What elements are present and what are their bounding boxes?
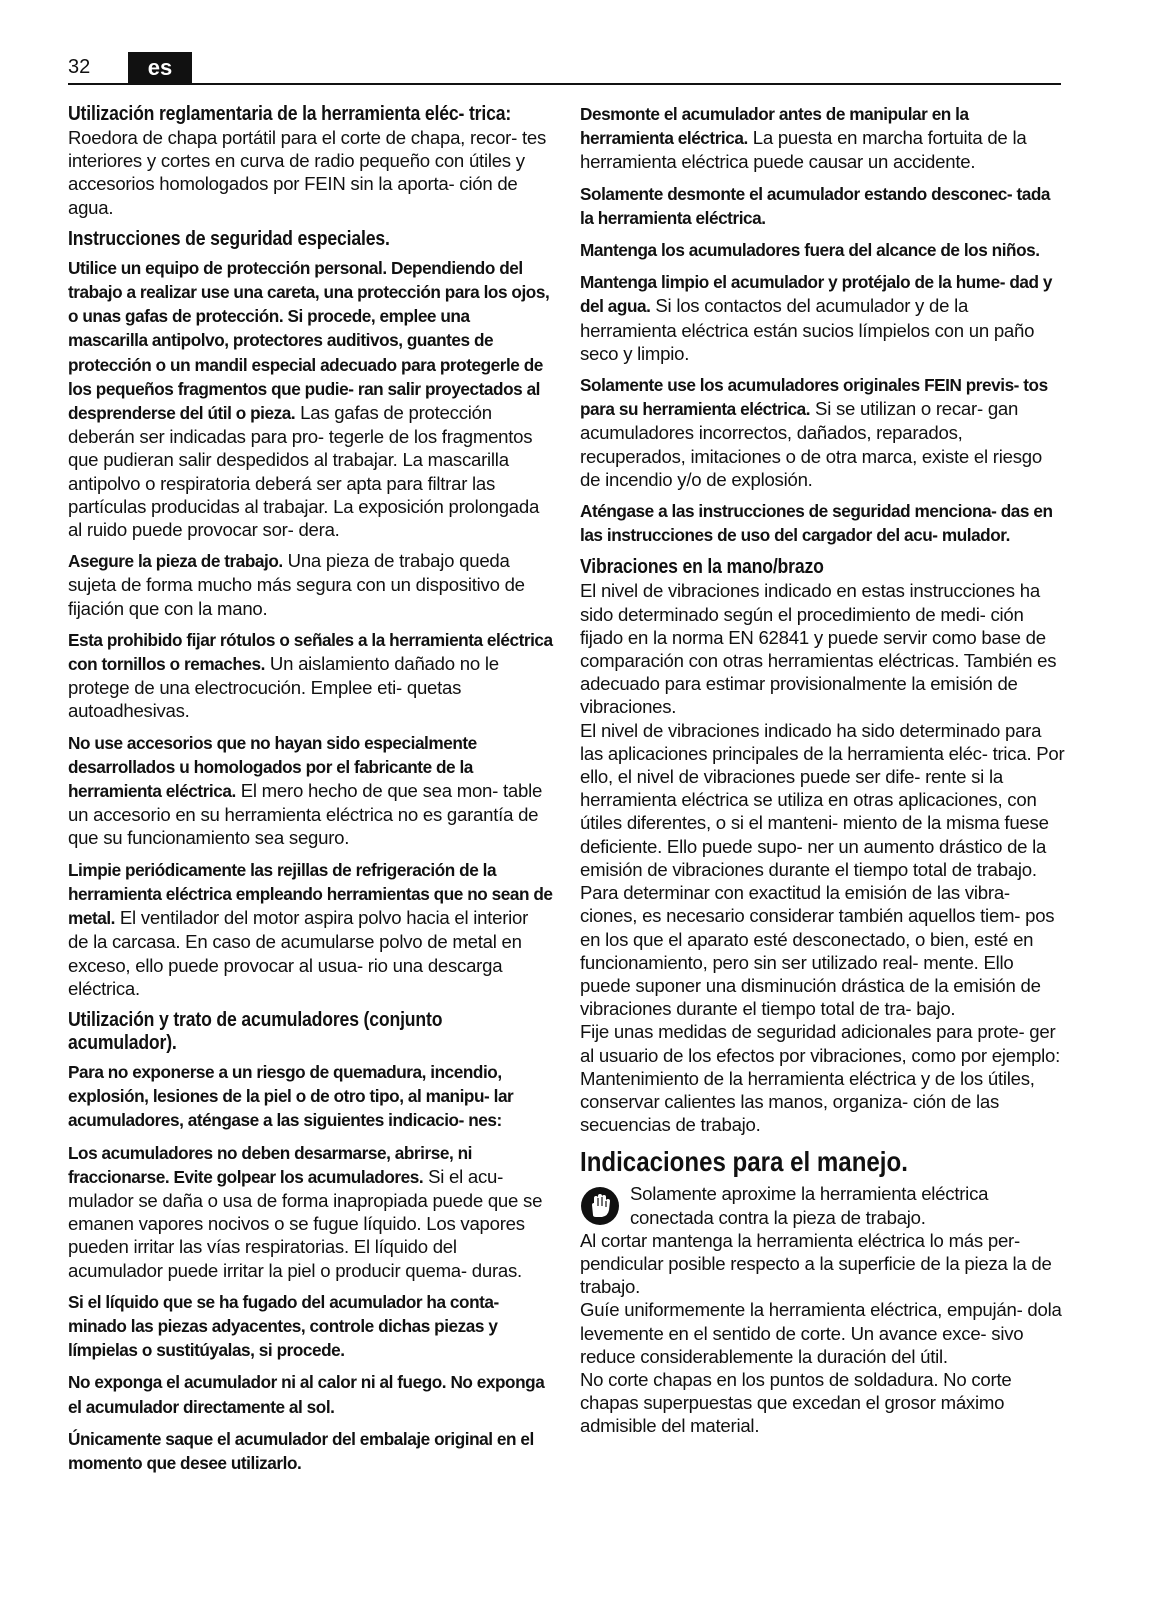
clean-battery-bold: Mantenga limpio el acumulador y protéjalo de la hume- dad y del agua. [580,272,1052,317]
leak-bold: Si el líquido que se ha fugado del acumulador ha conta- minado las piezas adyacentes, controle dichas piezas y límpielas o sustitúyalas, si procede. [68,1291,499,1361]
disassemble-paragraph [68,1141,553,1282]
clean-battery-paragraph [580,270,1065,365]
heading-batteries: Utilización y trato de acumuladores (conjunto acumulador). [68,1007,443,1054]
vents-text: El ventilador del motor aspira polvo hacia el interior de la carcasa. En caso de acumularse polvo de metal en exceso, ello puede provocar al usua- rio una descarga eléctrica. [68,907,529,999]
hand-caution-icon [580,1186,620,1226]
right-column [580,102,1065,1438]
vents-paragraph [68,858,553,1000]
workpiece-paragraph [68,549,553,620]
batteries-intro-bold: Para no exponerse a un riesgo de quemadura, incendio, explosión, lesiones de la piel o de otro tipo, al manipu- lar acumuladores, aténgase a las siguientes indicacio- nes: [68,1061,514,1131]
heading-safety-instructions: Instrucciones de seguridad especiales. [68,226,390,250]
accessories-paragraph [68,731,553,850]
heat-paragraph [68,1370,553,1418]
charger-bold: Aténgase a las instrucciones de seguridad menciona- das en las instrucciones de uso del cargador del acu- mulador. [580,501,1053,546]
workpiece-text: Una pieza de trabajo queda sujeta de forma mucho más segura con un dispositivo de fijación que con la mano. [68,550,525,619]
labels-bold: Esta prohibido fijar rótulos o señales a la herramienta eléctrica con tornillos o remaches. [68,629,553,675]
original-battery-paragraph [580,373,1065,491]
packaging-bold: Únicamente saque el acumulador del embalaje original en el momento que desee utilizarlo. [68,1428,534,1473]
charger-paragraph [580,499,1065,547]
disassemble-text: Si el acu- mulador se daña o usa de forma inapropiada puede que se emanen vapores nocivos o se fugue líquido. Los vapores pueden irritar las vías respiratorias. El líquido del acumulador puede irritar la piel o producir quema- duras. [68,1165,543,1281]
disassemble-bold: Los acumuladores no deben desarmarse, abrirse, ni fraccionarse. Evite golpear los acumuladores. [68,1142,472,1187]
remove-battery-text: La puesta en marcha fortuita de la herramienta eléctrica puede causar un accidente. [580,127,1027,173]
operation-note-text: Solamente aproxime la herramienta eléctrica conectada contra la pieza de trabajo. [630,1183,989,1228]
remove-battery-paragraph [580,102,1065,174]
original-battery-text: Si se utilizan o recar- gan acumuladores incorrectos, dañados, reparados, recuperados, imitaciones o de otra marca, existe el riesgo de incendio y/o de explosión. [580,398,1042,490]
vents-bold: Limpie periódicamente las rejillas de refrigeración de la herramienta eléctrica empleando herramientas que no sean de metal. [68,859,553,929]
vibrations-p2: El nivel de vibraciones indicado ha sido determinado para las aplicaciones principales de la herramienta eléc- trica. Por ello, el nivel de vibraciones puede ser dife- rente si la herramienta eléctrica se utiliza en otras aplicaciones, con útiles diferentes, o si el manteni- miento de la misma fuese deficiente. Ello puede supo- ner un aumento drástico de la emisión de vibraciones durante el tiempo total de trabajo. [580,719,1065,880]
disconnected-bold: Solamente desmonte el acumulador estando desconec- tada la herramienta eléctrica. [580,183,1051,228]
disconnected-paragraph [580,182,1065,230]
operation-p1: Al cortar mantenga la herramienta eléctrica lo más per- pendicular posible respecto a la superficie de la pieza la de trabajo. [580,1229,1052,1298]
heading-intended-use: Utilización reglamentaria de la herramienta eléc- trica: [68,102,512,125]
operation-p2: Guíe uniformemente la herramienta eléctrica, empuján- dola levemente en el sentido de corte. Un avance exce- sivo reduce considerablemente la duración del útil. [580,1299,1062,1367]
remove-battery-bold: Desmonte el acumulador antes de manipular en la herramienta eléctrica. [580,104,969,149]
accessories-bold: No use accesorios que no hayan sido especialmente desarrollados u homologados por el fabricante de la herramienta eléctrica. [68,732,477,802]
intended-use-text: Roedora de chapa portátil para el corte de chapa, recor- tes interiores y cortes en curva de radio pequeño con útiles y accesorios homologados por FEIN sin la aporta- ción de agua. [68,127,547,218]
vibrations-p3: Para determinar con exactitud la emisión de las vibra- ciones, es necesario considerar también aquellos tiem- pos en los que el aparato esté desconectado, o bien, esté en funcionamiento, pero sin ser utilizado real- mente. Ello puede suponer una disminución drástica de la emisión de vibraciones durante el tiempo total de tra- bajo. [580,882,1055,1020]
page-number: 32 [68,56,91,78]
workpiece-bold: Asegure la pieza de trabajo. [68,551,283,572]
ppe-text: Las gafas de protección deberán ser indicadas para pro- tegerle de los fragmentos que pudieran salir despedidos al trabajar. La mascarilla antipolvo o respiratoria deberá ser apta para filtrar las partículas producidas al trabajar. La exposición prolongada al ruido puede provocar sor- dera. [68,402,540,541]
packaging-paragraph [68,1427,553,1475]
labels-paragraph [68,628,553,723]
labels-text: Un aislamiento dañado no le protege de una electrocución. Emplee eti- quetas autoadhesivas. [68,653,499,722]
language-tag: es [128,52,192,83]
heading-operation: Indicaciones para el manejo. [580,1146,908,1178]
original-battery-bold: Solamente use los acumuladores originales FEIN previs- tos para su herramienta eléctrica. [580,375,1048,420]
left-column [68,102,553,1483]
vibrations-p4: Fije unas medidas de seguridad adicionales para prote- ger al usuario de los efectos por vibraciones, como por ejemplo: Mantenimiento de la herramienta eléctrica y de los útiles, conservar calientes las manos, organiza- ción de las secuencias de trabajo. [580,1021,1061,1136]
operation-p3: No corte chapas en los puntos de soldadura. No corte chapas superpuestas que excedan el grosor máximo admisible del material. [580,1368,1012,1437]
heading-vibrations: Vibraciones en la mano/brazo [580,555,824,579]
page-header [68,52,1061,84]
ppe-paragraph [68,256,553,541]
batteries-intro [68,1060,553,1133]
header-rule [68,83,1061,85]
ppe-bold: Utilice un equipo de protección personal. Dependiendo del trabajo a realizar use una careta, una protección para los ojos, o unas gafas de protección. Si procede, emplee una mascarilla antipolvo, protectores auditivos, guantes de protección o un mandil especial adecuado para protegerle de los pequeños fragmentos que pudie- ran salir proyectados al desprenderse del útil o pieza. [68,257,550,424]
vibrations-p1: El nivel de vibraciones indicado en estas instrucciones ha sido determinado según el procedimiento de medi- ción fijado en la norma EN 62841 y puede servir como base de comparación con otras herramientas eléctricas. También es adecuado para estimar provisionalmente la emisión de vibraciones. [580,580,1057,718]
accessories-text: El mero hecho de que sea mon- table un accesorio en su herramienta eléctrica no es garantía de que su funcionamiento sea seguro. [68,780,543,849]
heat-bold: No exponga el acumulador ni al calor ni al fuego. No exponga el acumulador directamente al sol. [68,1372,545,1417]
leak-paragraph [68,1290,553,1363]
operation-note [580,1182,1065,1228]
children-bold: Mantenga los acumuladores fuera del alcance de los niños. [580,240,1040,261]
children-paragraph [580,238,1065,262]
clean-battery-text: Si los contactos del acumulador y de la herramienta eléctrica están sucios límpielos con un paño seco y limpio. [580,295,1035,364]
